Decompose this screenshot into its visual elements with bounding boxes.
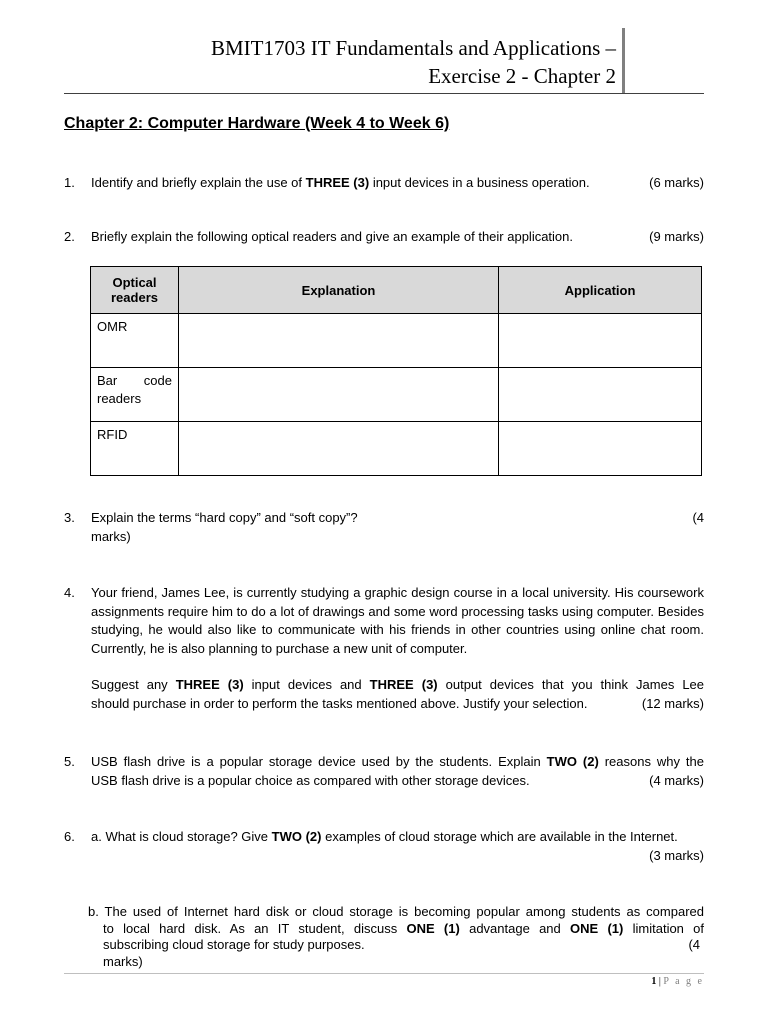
question-5 [64, 753, 704, 793]
table-cell-empty [179, 422, 499, 476]
question-paragraph-line [91, 676, 704, 695]
table-header-cell: Explanation [179, 267, 499, 314]
question-text: input devices in a business operation. [369, 175, 590, 190]
question-line [91, 753, 704, 772]
table-cell-empty [499, 422, 702, 476]
question-3 [64, 509, 704, 549]
table-header-row [91, 267, 702, 314]
question-number: 2. [64, 229, 75, 244]
question-text: input devices and [243, 677, 370, 692]
question-text: output devices that you think James Lee [437, 677, 705, 692]
marks-label: (3 marks) [649, 847, 704, 863]
table-row [91, 314, 702, 368]
question-text: Suggest any [91, 677, 176, 692]
table-row [91, 422, 702, 476]
table-cell-empty [499, 314, 702, 368]
optical-readers-table [90, 266, 702, 476]
question-emphasis: TWO (2) [546, 754, 599, 769]
marks-label-continued: marks) [91, 528, 131, 544]
marks-label: (4 [692, 510, 704, 525]
question-number: 4. [64, 585, 75, 600]
footer-separator: | [656, 976, 664, 987]
question-text: a. What is cloud storage? Give [91, 829, 272, 844]
question-text: subscribing cloud storage for study purposes. [103, 937, 365, 952]
question-text: to local hard disk. As an IT student, discuss [103, 920, 407, 936]
question-4 [64, 584, 704, 719]
question-emphasis: THREE (3) [305, 175, 370, 190]
question-line: b. The used of Internet hard disk or cloud storage is becoming popular among students as compared [88, 904, 704, 919]
marks-label: (4 marks) [649, 772, 704, 788]
question-number: 1. [64, 175, 75, 190]
marks-label: (9 marks) [649, 229, 704, 244]
question-text: USB flash drive is a popular storage device used by the students. Explain [91, 754, 547, 769]
question-text: Identify and briefly explain the use of [91, 175, 306, 190]
marks-label: (12 marks) [641, 695, 704, 711]
table-cell: RFID [91, 422, 179, 476]
footer-rule [64, 973, 704, 974]
header-title-line2: Exercise 2 - Chapter 2 [428, 64, 616, 88]
marks-label: (6 marks) [649, 175, 704, 190]
question-line [88, 921, 704, 938]
question-number: 6. [64, 829, 75, 844]
question-text: Explain the terms “hard copy” and “soft copy”? [91, 510, 358, 525]
question-text: reasons why the [598, 754, 704, 769]
header-vertical-bar [622, 28, 625, 94]
question-text: Briefly explain the following optical readers and give an example of their application. [91, 229, 574, 244]
marks-label-continued: marks) [103, 953, 143, 969]
question-text: examples of cloud storage which are available in the Internet. [321, 829, 678, 844]
question-number: 5. [64, 754, 75, 769]
page-number: 1 [651, 976, 657, 987]
page-footer [651, 976, 704, 987]
question-emphasis: THREE (3) [175, 677, 244, 692]
page-word: P a g e [663, 976, 704, 987]
question-text: advantage and [459, 920, 571, 936]
question-2 [64, 228, 704, 248]
header-title-line1: BMIT1703 IT Fundamentals and Applications – [211, 36, 616, 60]
question-number: 3. [64, 510, 75, 525]
table-cell-empty [179, 314, 499, 368]
question-text: limitation of [623, 920, 705, 936]
header-rule [64, 93, 704, 94]
question-emphasis: TWO (2) [271, 829, 322, 844]
table-cell: Bar code readers [91, 368, 179, 422]
question-emphasis: ONE (1) [570, 920, 624, 936]
question-paragraph: Your friend, James Lee, is currently studying a graphic design course in a local university. His coursework assignments require him to do a lot of drawings and some word processing tasks using computer. Besides studying, he would also like to communicate with his friends in other countries using online chat room. Currently, he is also planning to purchase a new unit of computer. [91, 585, 704, 656]
table-header-cell: Optical readers [91, 267, 179, 314]
question-paragraph-line [91, 695, 704, 714]
marks-label: (4 [688, 937, 700, 952]
question-text: should purchase in order to perform the tasks mentioned above. Justify your selection. [91, 695, 588, 711]
question-1 [64, 174, 704, 194]
chapter-title: Chapter 2: Computer Hardware (Week 4 to Week 6) [64, 115, 450, 132]
question-6b [88, 904, 704, 974]
question-emphasis: ONE (1) [406, 920, 460, 936]
question-line [91, 772, 704, 791]
table-header-cell: Application [499, 267, 702, 314]
question-part-a [91, 828, 704, 847]
table-cell: OMR [91, 314, 179, 368]
question-emphasis: THREE (3) [369, 677, 438, 692]
table-row [91, 368, 702, 422]
table-cell-empty [499, 368, 702, 422]
question-text: USB flash drive is a popular choice as compared with other storage devices. [91, 772, 530, 788]
table-cell-empty [179, 368, 499, 422]
question-line [88, 937, 704, 954]
